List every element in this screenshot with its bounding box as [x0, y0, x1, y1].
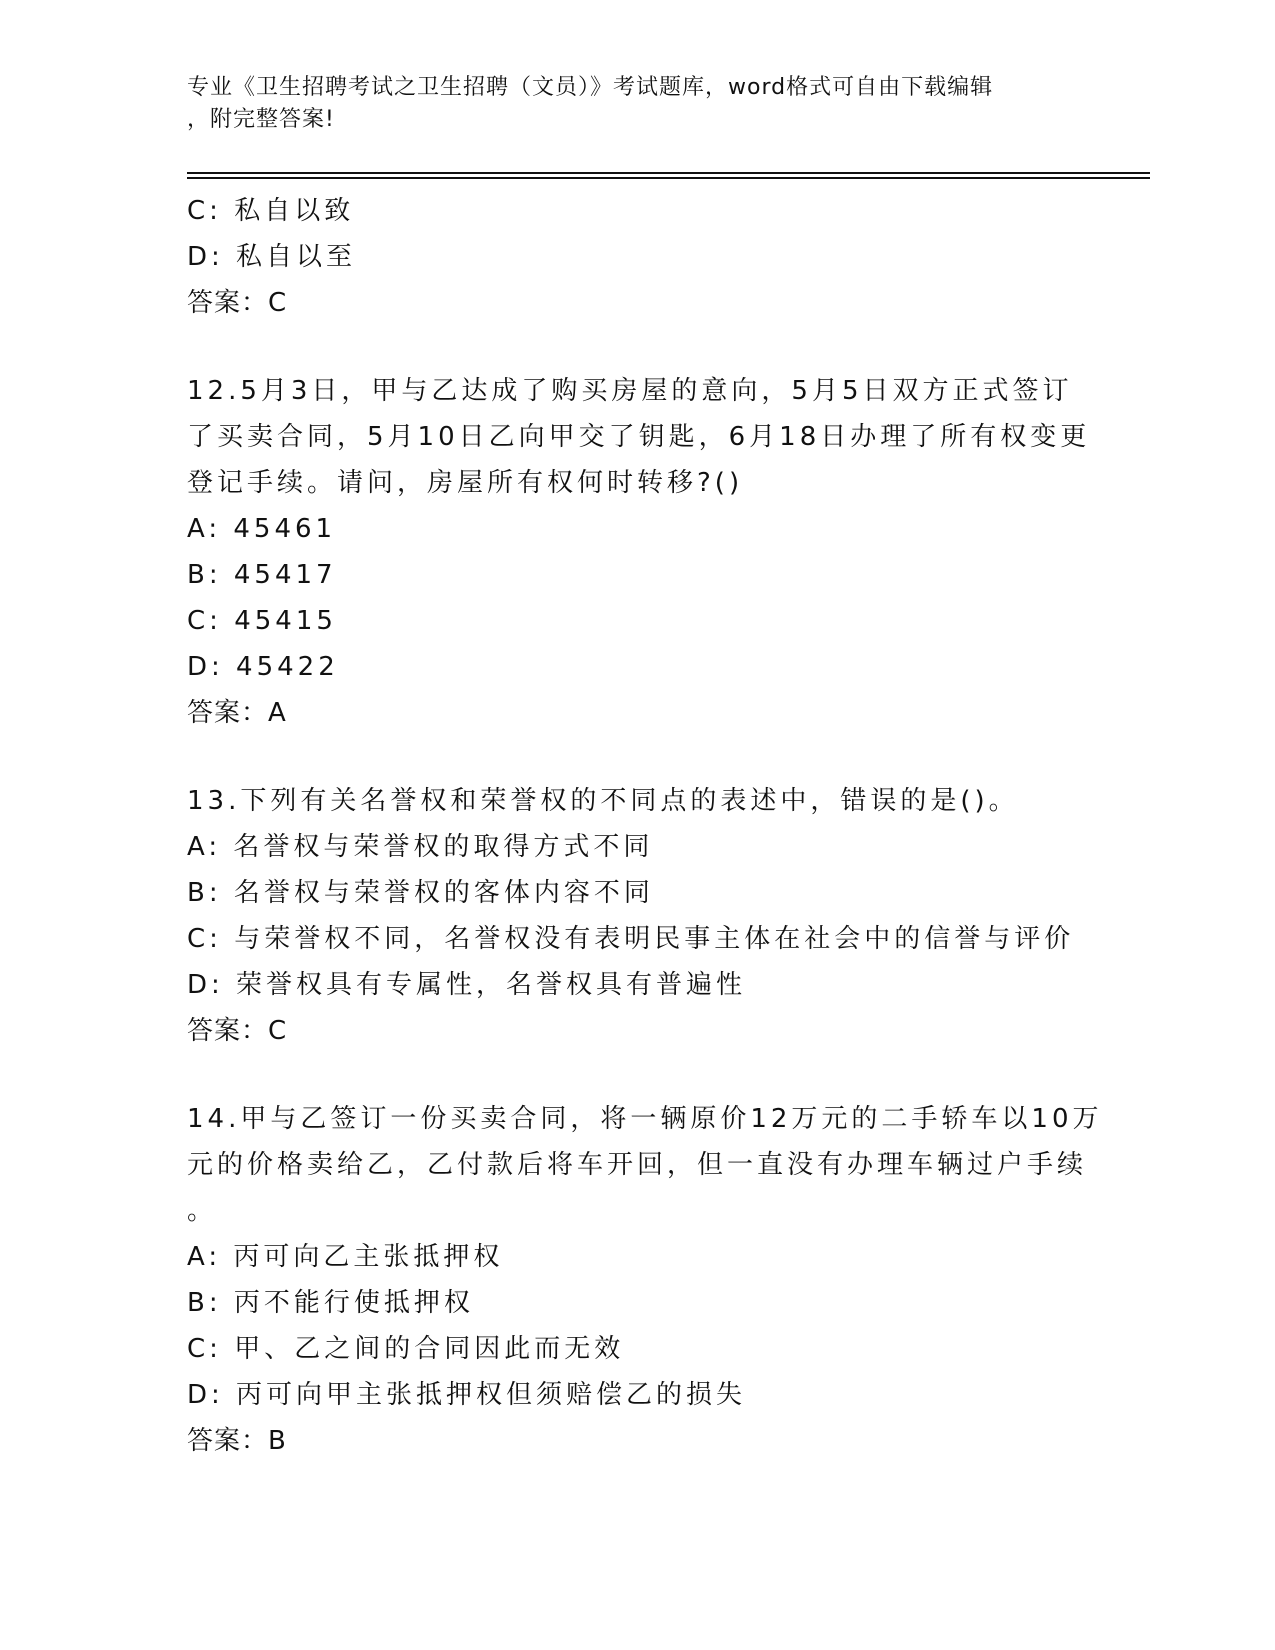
- option-line: [187, 824, 1087, 870]
- option-text: 名誉权与荣誉权的客体内容不同: [233, 878, 654, 908]
- option-text: 45422: [236, 652, 339, 682]
- question-stem-line: 12.5月3日，甲与乙达成了购买房屋的意向，5月5日双方正式签订: [187, 376, 1073, 406]
- option-text: 甲、乙之间的合同因此而无效: [234, 1334, 625, 1364]
- question-stem-line: 登记手续。请问，房屋所有权何时转移?(): [187, 468, 744, 498]
- option-label: A:: [187, 514, 222, 544]
- question-13: [187, 778, 1087, 1054]
- option-text: 私自以致: [234, 196, 355, 226]
- question-content: [187, 188, 1103, 1464]
- option-text: 丙不能行使抵押权: [233, 1288, 474, 1318]
- question-14: [187, 1096, 1103, 1464]
- option-label: B:: [187, 560, 222, 590]
- option-label: C:: [187, 196, 222, 226]
- spacer: [187, 736, 1087, 778]
- option-label: D:: [187, 242, 224, 272]
- option-line: [187, 1234, 1087, 1280]
- header-rule-bottom: [187, 177, 1150, 179]
- question-stem-line: 14.甲与乙签订一份买卖合同，将一辆原价12万元的二手轿车以10万: [187, 1104, 1103, 1134]
- spacer: [187, 326, 1087, 368]
- question-stem-line: 13.下列有关名誉权和荣誉权的不同点的表述中，错误的是()。: [187, 786, 1019, 816]
- option-text: 45461: [233, 514, 337, 544]
- header-rule-top: [187, 172, 1150, 174]
- question-stem-line: 元的价格卖给乙，乙付款后将车开回，但一直没有办理车辆过户手续: [187, 1150, 1088, 1180]
- option-text: 私自以至: [236, 242, 357, 272]
- option-label: C:: [187, 606, 222, 636]
- option-label: D:: [187, 970, 224, 1000]
- header-line-1: 专业《卫生招聘考试之卫生招聘（文员）》考试题库，word格式可自由下载编辑: [187, 75, 994, 100]
- option-text: 名誉权与荣誉权的取得方式不同: [233, 832, 654, 862]
- option-line: [187, 1326, 1087, 1372]
- option-label: C:: [187, 924, 222, 954]
- option-text: 与荣誉权不同，名誉权没有表明民事主体在社会中的信誉与评价: [234, 924, 1075, 954]
- document-header: [187, 72, 1047, 136]
- option-line: [187, 962, 1087, 1008]
- option-line: [187, 234, 1087, 280]
- option-label: B:: [187, 878, 222, 908]
- option-text: 45417: [233, 560, 337, 590]
- answer-line: 答案：C: [187, 1016, 288, 1046]
- option-line: [187, 598, 1087, 644]
- option-text: 荣誉权具有专属性，名誉权具有普遍性: [236, 970, 747, 1000]
- option-line: [187, 916, 1087, 962]
- answer-line: 答案：B: [187, 1426, 287, 1456]
- spacer: [187, 1054, 1087, 1096]
- option-label: A:: [187, 832, 222, 862]
- option-text: 丙可向甲主张抵押权但须赔偿乙的损失: [236, 1380, 747, 1410]
- option-label: B:: [187, 1288, 222, 1318]
- option-line: [187, 870, 1087, 916]
- question-stem-line: 。: [187, 1196, 218, 1226]
- option-text: 45415: [234, 606, 337, 636]
- option-text: 丙可向乙主张抵押权: [233, 1242, 504, 1272]
- option-line: [187, 644, 1087, 690]
- option-label: A:: [187, 1242, 222, 1272]
- option-label: C:: [187, 1334, 222, 1364]
- option-label: D:: [187, 652, 224, 682]
- option-line: [187, 506, 1087, 552]
- question-stem-line: 了买卖合同，5月10日乙向甲交了钥匙，6月18日办理了所有权变更: [187, 422, 1091, 452]
- option-line: [187, 188, 1087, 234]
- option-line: [187, 552, 1087, 598]
- answer-line: 答案：A: [187, 698, 287, 728]
- answer-line: 答案：C: [187, 288, 288, 318]
- option-label: D:: [187, 1380, 224, 1410]
- header-line-2: ，附完整答案!: [187, 107, 335, 132]
- option-line: [187, 1280, 1087, 1326]
- option-line: [187, 1372, 1087, 1418]
- question-12: [187, 368, 1091, 736]
